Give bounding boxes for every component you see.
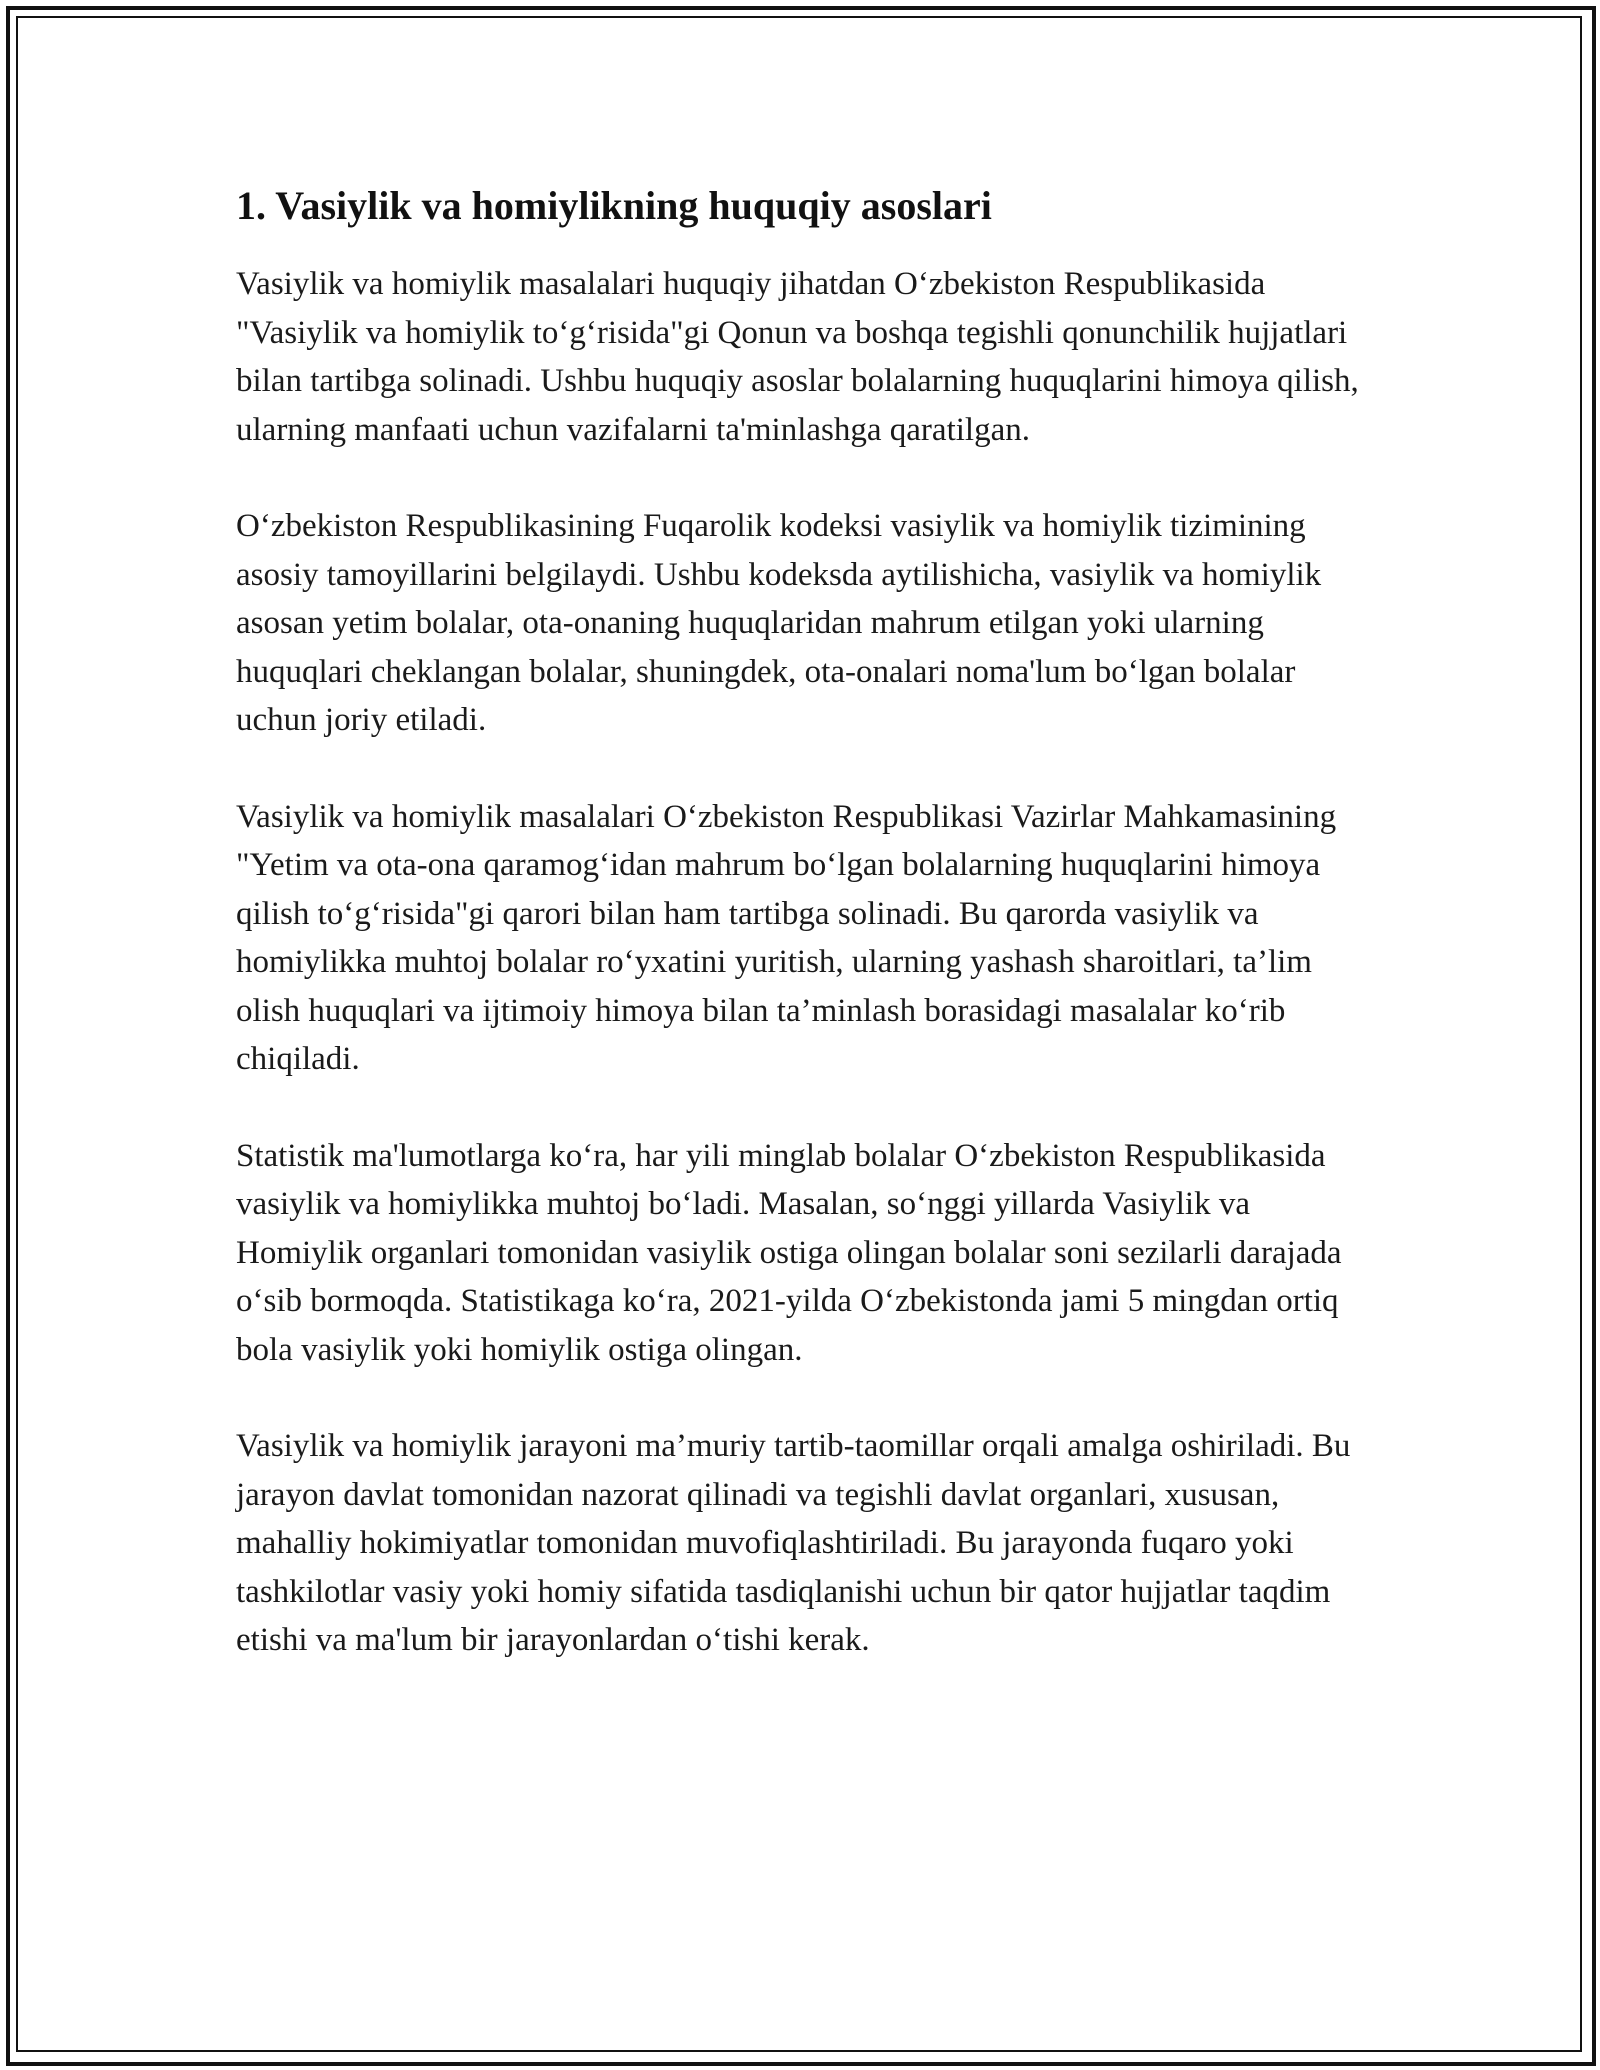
paragraph-cabinet-resolution: Vasiylik va homiylik masalalari O‘zbekiston Respublikasi Vazirlar Mahkamasining "Yetim va ota-ona qaramog‘idan mahrum bo‘lgan bolalarning huquqlarini himoya qilish to‘g‘risida"gi qarori bilan ham tartibga solinadi. Bu qarorda vasiylik va homiylikka muhtoj bolalar ro‘yxatini yuritish, ularning yashash sharoitlari, ta’lim olish huquqlari va ijtimoiy himoya bilan ta’minlash borasidagi masalalar ko‘rib chiqiladi. [236, 798, 1337, 1077]
document-page [236, 180, 1376, 1713]
paragraph-civil-code: O‘zbekiston Respublikasining Fuqarolik kodeksi vasiylik va homiylik tizimining asosiy tamoyillarini belgilaydi. Ushbu kodeksda aytilishicha, vasiylik va homiylik asosan yetim bolalar, ota-onaning huquqlaridan mahrum etilgan yoki ularning huquqlari cheklangan bolalar, shuningdek, ota-onalari noma'lum bo‘lgan bolalar uchun joriy etiladi. [236, 508, 1322, 738]
paragraph-procedure: Vasiylik va homiylik jarayoni ma’muriy tartib-taomillar orqali amalga oshiriladi. Bu jarayon davlat tomonidan nazorat qilinadi va tegishli davlat organlari, xususan, mahalliy hokimiyatlar tomonidan muvofiqlashtiriladi. Bu jarayonda fuqaro yoki tashkilotlar vasiy yoki homiy sifatida tasdiqlanishi uchun bir qator hujjatlar taqdim etishi va ma'lum bir jarayonlardan o‘tishi kerak. [236, 1428, 1351, 1658]
paragraph-legal-basis: Vasiylik va homiylik masalalari huquqiy jihatdan O‘zbekiston Respublikasida "Vasiylik va homiylik to‘g‘risida"gi Qonun va boshqa tegishli qonunchilik hujjatlari bilan tartibga solinadi. Ushbu huquqiy asoslar bolalarning huquqlarini himoya qilish, ularning manfaati uchun vazifalarni ta'minlashga qaratilgan. [236, 266, 1359, 448]
section-heading: 1. Vasiylik va homiylikning huquqiy asoslari [236, 183, 992, 228]
paragraph-statistics: Statistik ma'lumotlarga ko‘ra, har yili minglab bolalar O‘zbekiston Respublikasida vasiylik va homiylikka muhtoj bo‘ladi. Masalan, so‘nggi yillarda Vasiylik va Homiylik organlari tomonidan vasiylik ostiga olingan bolalar soni sezilarli darajada o‘sib bormoqda. Statistikaga ko‘ra, 2021-yilda O‘zbekistonda jami 5 mingdan ortiq bola vasiylik yoki homiylik ostiga olingan. [236, 1137, 1342, 1368]
